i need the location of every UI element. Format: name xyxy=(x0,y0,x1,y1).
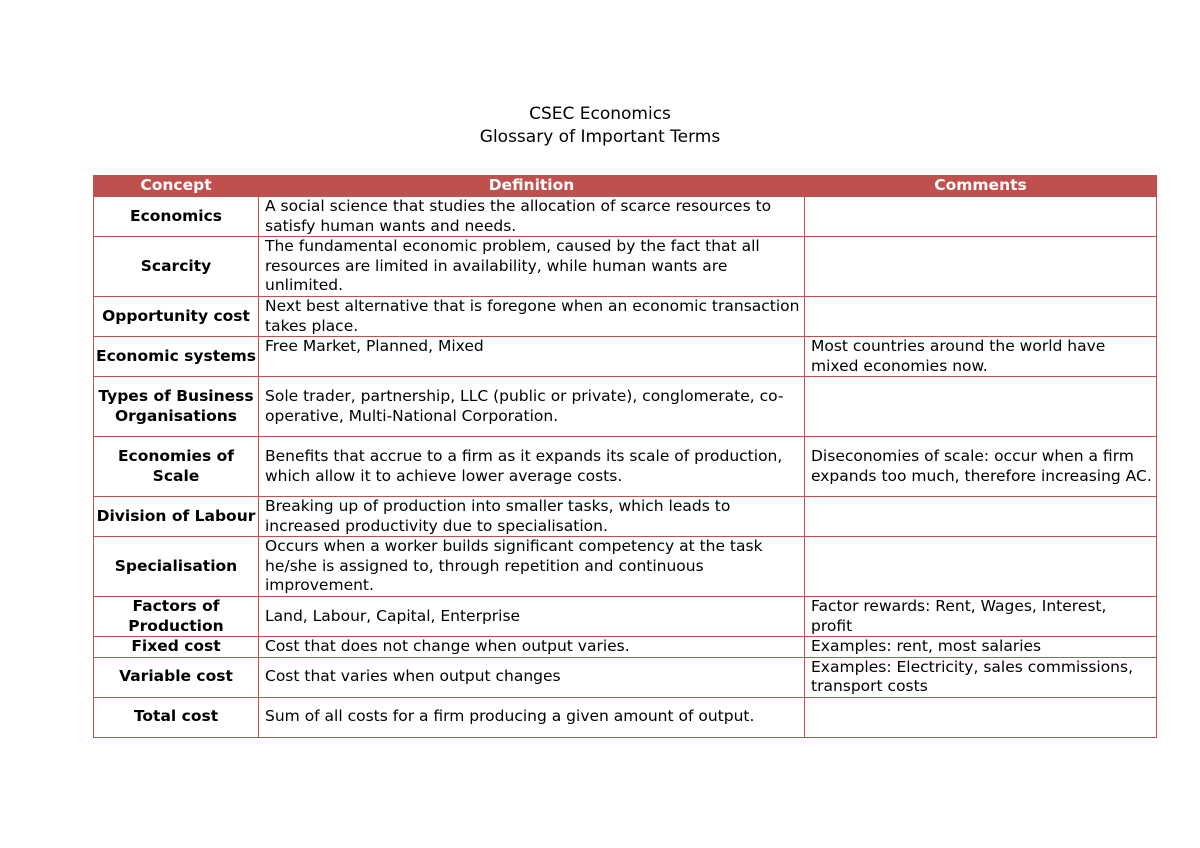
table-row xyxy=(94,337,1157,377)
column-header-comments: Comments xyxy=(805,176,1157,197)
comments-cell: Factor rewards: Rent, Wages, Interest, profit xyxy=(805,597,1157,637)
document-header xyxy=(0,103,1200,149)
concept-cell: Types of Business Organisations xyxy=(94,377,259,437)
definition-cell: Sole trader, partnership, LLC (public or private), conglomerate, co-operative, Multi-National Corporation. xyxy=(259,377,805,437)
comments-cell xyxy=(805,197,1157,237)
table-header-row xyxy=(94,176,1157,197)
table-row xyxy=(94,497,1157,537)
table-row xyxy=(94,377,1157,437)
column-header-concept: Concept xyxy=(94,176,259,197)
comments-cell: Examples: rent, most salaries xyxy=(805,637,1157,658)
concept-cell: Specialisation xyxy=(94,537,259,597)
table-row xyxy=(94,197,1157,237)
concept-cell: Factors of Production xyxy=(94,597,259,637)
comments-cell xyxy=(805,297,1157,337)
concept-cell: Fixed cost xyxy=(94,637,259,658)
definition-cell: Cost that does not change when output varies. xyxy=(259,637,805,658)
comments-cell xyxy=(805,537,1157,597)
definition-cell: Free Market, Planned, Mixed xyxy=(259,337,805,377)
table-row xyxy=(94,597,1157,637)
concept-cell: Variable cost xyxy=(94,657,259,697)
document-title: CSEC Economics xyxy=(529,104,671,124)
comments-cell: Most countries around the world have mixed economies now. xyxy=(805,337,1157,377)
table-row xyxy=(94,697,1157,737)
concept-cell: Scarcity xyxy=(94,237,259,297)
comments-cell xyxy=(805,697,1157,737)
comments-cell: Diseconomies of scale: occur when a firm expands too much, therefore increasing AC. xyxy=(805,437,1157,497)
concept-cell: Division of Labour xyxy=(94,497,259,537)
glossary-table xyxy=(93,175,1157,738)
comments-cell xyxy=(805,377,1157,437)
table-row xyxy=(94,297,1157,337)
definition-cell: Sum of all costs for a firm producing a given amount of output. xyxy=(259,697,805,737)
definition-cell: The fundamental economic problem, caused by the fact that all resources are limited in availability, while human wants are unlimited. xyxy=(259,237,805,297)
concept-cell: Opportunity cost xyxy=(94,297,259,337)
table-row xyxy=(94,637,1157,658)
definition-cell: Breaking up of production into smaller tasks, which leads to increased productivity due to specialisation. xyxy=(259,497,805,537)
document-subtitle: Glossary of Important Terms xyxy=(479,127,721,147)
concept-cell: Total cost xyxy=(94,697,259,737)
table-row xyxy=(94,657,1157,697)
column-header-definition: Definition xyxy=(259,176,805,197)
concept-cell: Economies of Scale xyxy=(94,437,259,497)
table-row xyxy=(94,537,1157,597)
definition-cell: Cost that varies when output changes xyxy=(259,657,805,697)
table-row xyxy=(94,237,1157,297)
comments-cell xyxy=(805,497,1157,537)
definition-cell: Land, Labour, Capital, Enterprise xyxy=(259,597,805,637)
definition-cell: Next best alternative that is foregone when an economic transaction takes place. xyxy=(259,297,805,337)
definition-cell: Occurs when a worker builds significant competency at the task he/she is assigned to, through repetition and continuous improvement. xyxy=(259,537,805,597)
concept-cell: Economic systems xyxy=(94,337,259,377)
comments-cell xyxy=(805,237,1157,297)
table-row xyxy=(94,437,1157,497)
comments-cell: Examples: Electricity, sales commissions, transport costs xyxy=(805,657,1157,697)
concept-cell: Economics xyxy=(94,197,259,237)
definition-cell: A social science that studies the allocation of scarce resources to satisfy human wants and needs. xyxy=(259,197,805,237)
definition-cell: Benefits that accrue to a firm as it expands its scale of production, which allow it to achieve lower average costs. xyxy=(259,437,805,497)
